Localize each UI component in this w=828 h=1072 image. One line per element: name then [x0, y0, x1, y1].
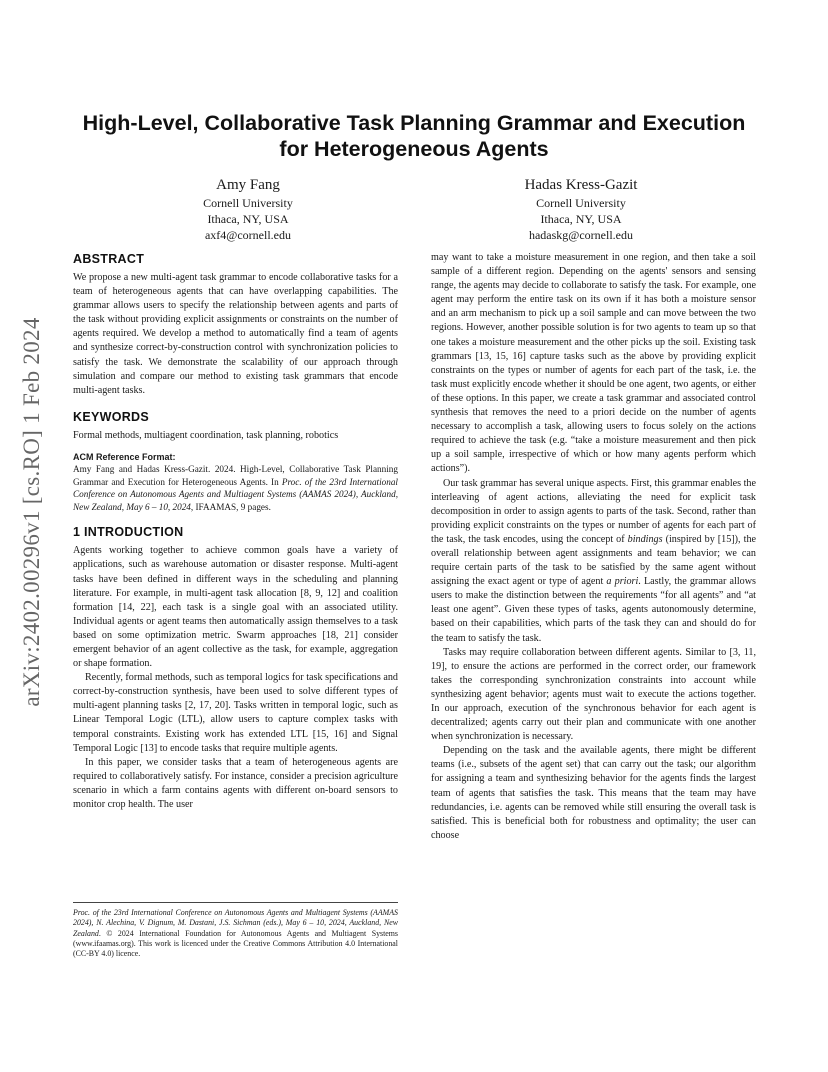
author-location: Ithaca, NY, USA	[540, 212, 622, 226]
acm-reference-venue: Proc. of the 23rd International Conference on Autonomous Agents and Multiagent Systems (AAMAS 2024), Auckland, New Zealand, May 6 – 10, 2024	[73, 476, 398, 512]
acm-reference-heading: ACM Reference Format:	[73, 451, 176, 462]
author-block-2	[456, 176, 706, 243]
arxiv-identifier-text: arXiv:2402.00296v1 [cs.RO] 1 Feb 2024	[19, 317, 44, 707]
keywords-heading: KEYWORDS	[73, 409, 150, 424]
bindings-term: bindings	[627, 533, 663, 545]
author-email: axf4@cornell.edu	[204, 228, 291, 242]
author-email: hadaskg@cornell.edu	[528, 228, 633, 242]
a-priori-term: a priori	[606, 576, 639, 588]
copyright-footnote	[73, 902, 398, 959]
title-line-1: High-Level, Collaborative Task Planning Grammar and Execution	[82, 111, 746, 135]
introduction-heading: 1 INTRODUCTION	[73, 525, 184, 540]
author-block-1	[123, 176, 373, 243]
paper-title	[70, 110, 758, 162]
keywords-text: Formal methods, multiagent coordination, task planning, robotics	[73, 429, 339, 441]
author-affiliation: Cornell University	[203, 196, 293, 210]
footnote-proceedings: Proc. of the 23rd International Conference on Autonomous Agents and Multiagent Systems (AAMAS 2024), N. Alechina, V. Dignum, M. Dastani, J.S. Sichman (eds.), May 6 – 10, 2024, Auckland, New Zealand	[73, 908, 398, 938]
intro-paragraph-3: In this paper, we consider tasks that a team of heterogeneous agents are required to collaboratively satisfy. For instance, consider a precision agriculture scenario in which a farm contains agents with different on-board sensors to monitor crop health. The user	[73, 756, 398, 810]
right-paragraph-2	[431, 477, 756, 646]
author-name: Hadas Kress-Gazit	[524, 177, 638, 193]
right-paragraph-4: Depending on the task and the available agents, there might be different teams (i.e., subsets of the agent set) that can carry out the task; our algorithm for assigning a team and synthesizing behavior for the agents finds the largest team of agents that satisfies the task. This means that the team may have redundancies, i.e. agents can be removed while still ensuring the overall task is satisfied. This is beneficial both for robustness and optimality; the user can choose	[431, 745, 756, 841]
acm-reference-text	[73, 463, 398, 513]
right-paragraph-2-b: (inspired by [15]), the overall relationship between agent assignments and team behavior; we can require certain parts of the task to be satisfied by the same agent without assigning the exact agent or type of agent	[431, 533, 756, 588]
footnote-license: . © 2024 International Foundation for Autonomous Agents and Multiagent Systems (www.ifaamas.org). This work is licenced under the Creative Commons Attribution 4.0 International (CC-BY 4.0) licence.	[73, 928, 398, 959]
left-column	[73, 251, 398, 812]
right-paragraph-2-c: . Lastly, the grammar allows users to make the distinction between the requirements “for all agents” and “at least one agent”. Given these types of tasks, agents autonomously determine, based on their capabilities, which parts of the task they can and should do for the team to satisfy the task.	[431, 576, 756, 644]
intro-paragraph-1: Agents working together to achieve common goals have a variety of applications, such as warehouse automation or disaster response. Multi-agent tasks have been defined in different ways in the scheduling and planning literature. For example, in multi-agent task allocation [8, 9, 12] and coalition formation [14, 22], each task is a single goal with an associated utility. Individual agents or agent teams then automatically assign themselves to a task based on some optimization metric. Swarm approaches [18, 21] consider emergent behavior of an agent collective as the task, for example, aggregation or shape formation.	[73, 545, 398, 670]
intro-paragraph-2: Recently, formal methods, such as temporal logics for task specifications and correct-by-construction synthesis, have been used to solve different types of multi-agent planning tasks [2, 17, 20]. Tasks written in temporal logic, such as Linear Temporal Logic (LTL), allow users to capture complex tasks with temporal constraints. Existing work has extended LTL [15, 16] and Signal Temporal Logic [13] to encode tasks that require multiple agents.	[73, 672, 398, 754]
arxiv-side-identifier	[20, 292, 44, 732]
right-paragraph-2-a: Our task grammar has several unique aspects. First, this grammar enables the interleaving of agent actions, alleviating the need for explicit task decomposition in order to assign agents to parts of the task. Second, rather than providing explicit constraints on the types or number of agents for each part of the task, the task encodes, using the concept of	[431, 477, 756, 545]
author-location: Ithaca, NY, USA	[207, 212, 289, 226]
author-name: Amy Fang	[216, 177, 280, 193]
title-line-2: for Heterogeneous Agents	[279, 137, 549, 161]
abstract-heading: ABSTRACT	[73, 252, 145, 266]
right-paragraph-3: Tasks may require collaboration between different agents. Similar to [3, 11, 19], to ensure the actions are performed in the correct order, our framework takes the corresponding synchronization constraints into account while synthesizing agent behavior; agents must wait to execute the actions together. In our approach, execution of the synchronous behavior for each agent is decentralized; agents carry out their plan and communicate with one another when synchronization is necessary.	[431, 646, 756, 743]
acm-reference-text-a: Amy Fang and Hadas Kress-Gazit. 2024. High-Level, Collaborative Task Planning Grammar and Execution for Heterogeneous Agents. In	[73, 463, 398, 487]
author-affiliation: Cornell University	[536, 196, 626, 210]
right-paragraph-1: may want to take a moisture measurement in one region, and then take a soil sample of a different region. Depending on the agents' sensors and sensing range, the agents may decide to collaborate to satisfy the task. For example, one agent may perform the entire task on its own if it has both a moisture sensor and an arm mechanism to pick up a soil sample and can move between the two regions. However, another possible solution is for two agents to team up so that one takes a moisture measurement and the other picks up the soil. Existing task grammars [13, 15, 16] capture tasks such as the above by providing explicit constraints on the types or number of agents for each part of the task, i.e. the task must explicitly encode whether it should be one agent, two agents, or either of these options. In this paper, we create a task grammar and associated control synthesis that removes the need to a priori decide on the number of agents necessary to accomplish a task, allowing users to focus solely on the actions required to achieve the task (e.g. “take a moisture measurement and then pick up a soil sample, irrespective of which or how many agents perform which actions”).	[431, 252, 756, 475]
right-column	[431, 251, 756, 843]
acm-reference-text-b: , IFAAMAS, 9 pages.	[190, 501, 271, 512]
abstract-text: We propose a new multi-agent task grammar to encode collaborative tasks for a team of heterogeneous agents that can have overlapping capabilities. The grammar allows users to specify the relationship between agents and parts of the task without providing explicit assignments or constraints on the number of agents required. We develop a method to automatically find a team of agents and synthesize correct-by-construction control with synchronization policies to satisfy the task. We demonstrate the scalability of our approach through simulation and compare our method to existing task grammars that encode multi-agent tasks.	[73, 272, 398, 396]
